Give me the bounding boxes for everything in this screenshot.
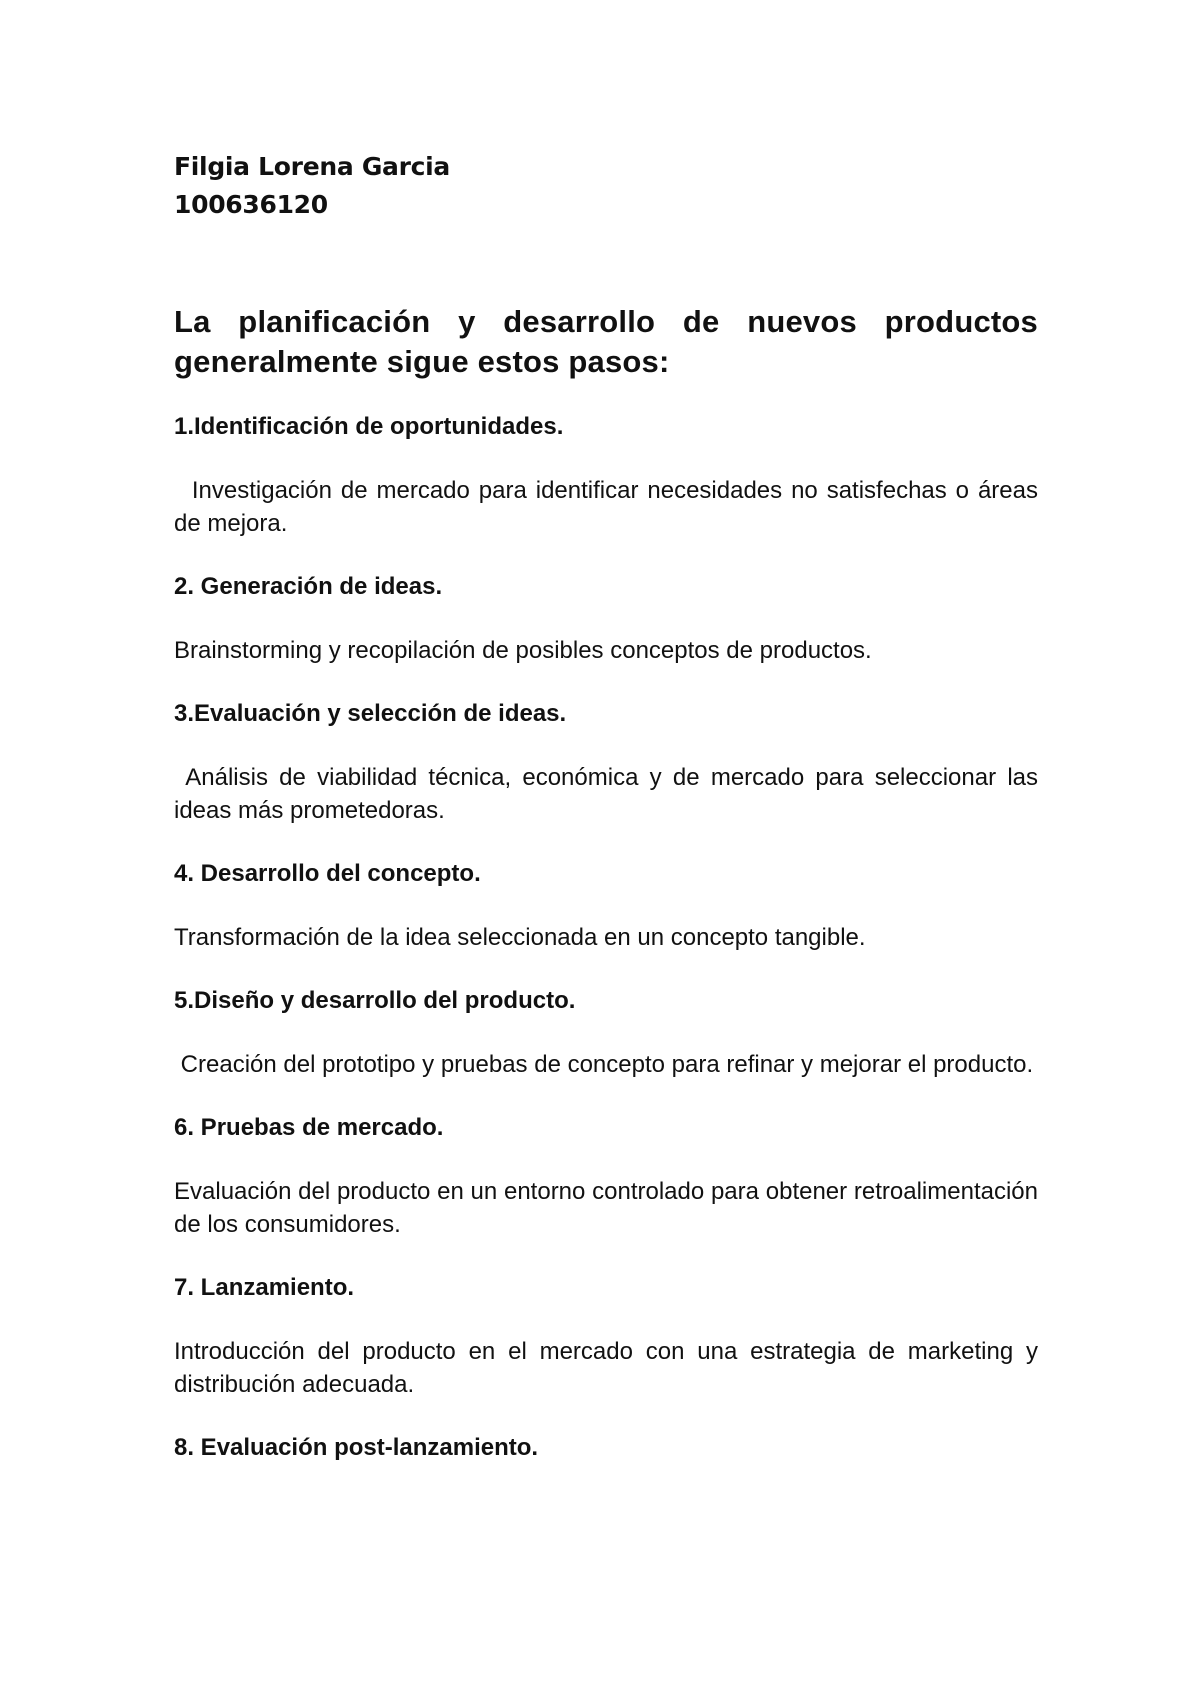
step-4-description: Transformación de la idea seleccionada en un concepto tangible. — [174, 924, 866, 951]
step-8-title: 8. Evaluación post-lanzamiento. — [174, 1434, 539, 1461]
step-1-title: 1.Identificación de oportunidades. — [174, 413, 564, 440]
student-id: 100636120 — [174, 190, 328, 219]
step-6-title: 6. Pruebas de mercado. — [174, 1114, 444, 1141]
step-5-title: 5.Diseño y desarrollo del producto. — [174, 987, 576, 1014]
step-5-description: Creación del prototipo y pruebas de concepto para refinar y mejorar el producto. — [174, 1051, 1034, 1078]
document-content — [174, 148, 1045, 1465]
step-1-description: Investigación de mercado para identificar necesidades no satisfechas o áreas de mejora. — [174, 477, 1045, 537]
step-7-title: 7. Lanzamiento. — [174, 1274, 355, 1301]
intro-line-2: generalmente sigue estos pasos: — [174, 344, 670, 379]
step-6-description: Evaluación del producto en un entorno controlado para obtener retroalimentación de los consumidores. — [174, 1178, 1038, 1238]
intro-line-1: La planificación y desarrollo de nuevos productos — [174, 304, 1038, 339]
step-2-title: 2. Generación de ideas. — [174, 573, 443, 600]
author-name: Filgia Lorena Garcia — [174, 152, 450, 181]
step-2-description: Brainstorming y recopilación de posibles conceptos de productos. — [174, 637, 872, 664]
step-7-description: Introducción del producto en el mercado con una estrategia de marketing y distribución adecuada. — [174, 1338, 1038, 1398]
step-4-title: 4. Desarrollo del concepto. — [174, 860, 481, 887]
step-3-description: Análisis de viabilidad técnica, económica y de mercado para seleccionar las ideas más prometedoras. — [174, 764, 1045, 824]
step-3-title: 3.Evaluación y selección de ideas. — [174, 700, 567, 727]
intro-heading — [174, 302, 1038, 382]
